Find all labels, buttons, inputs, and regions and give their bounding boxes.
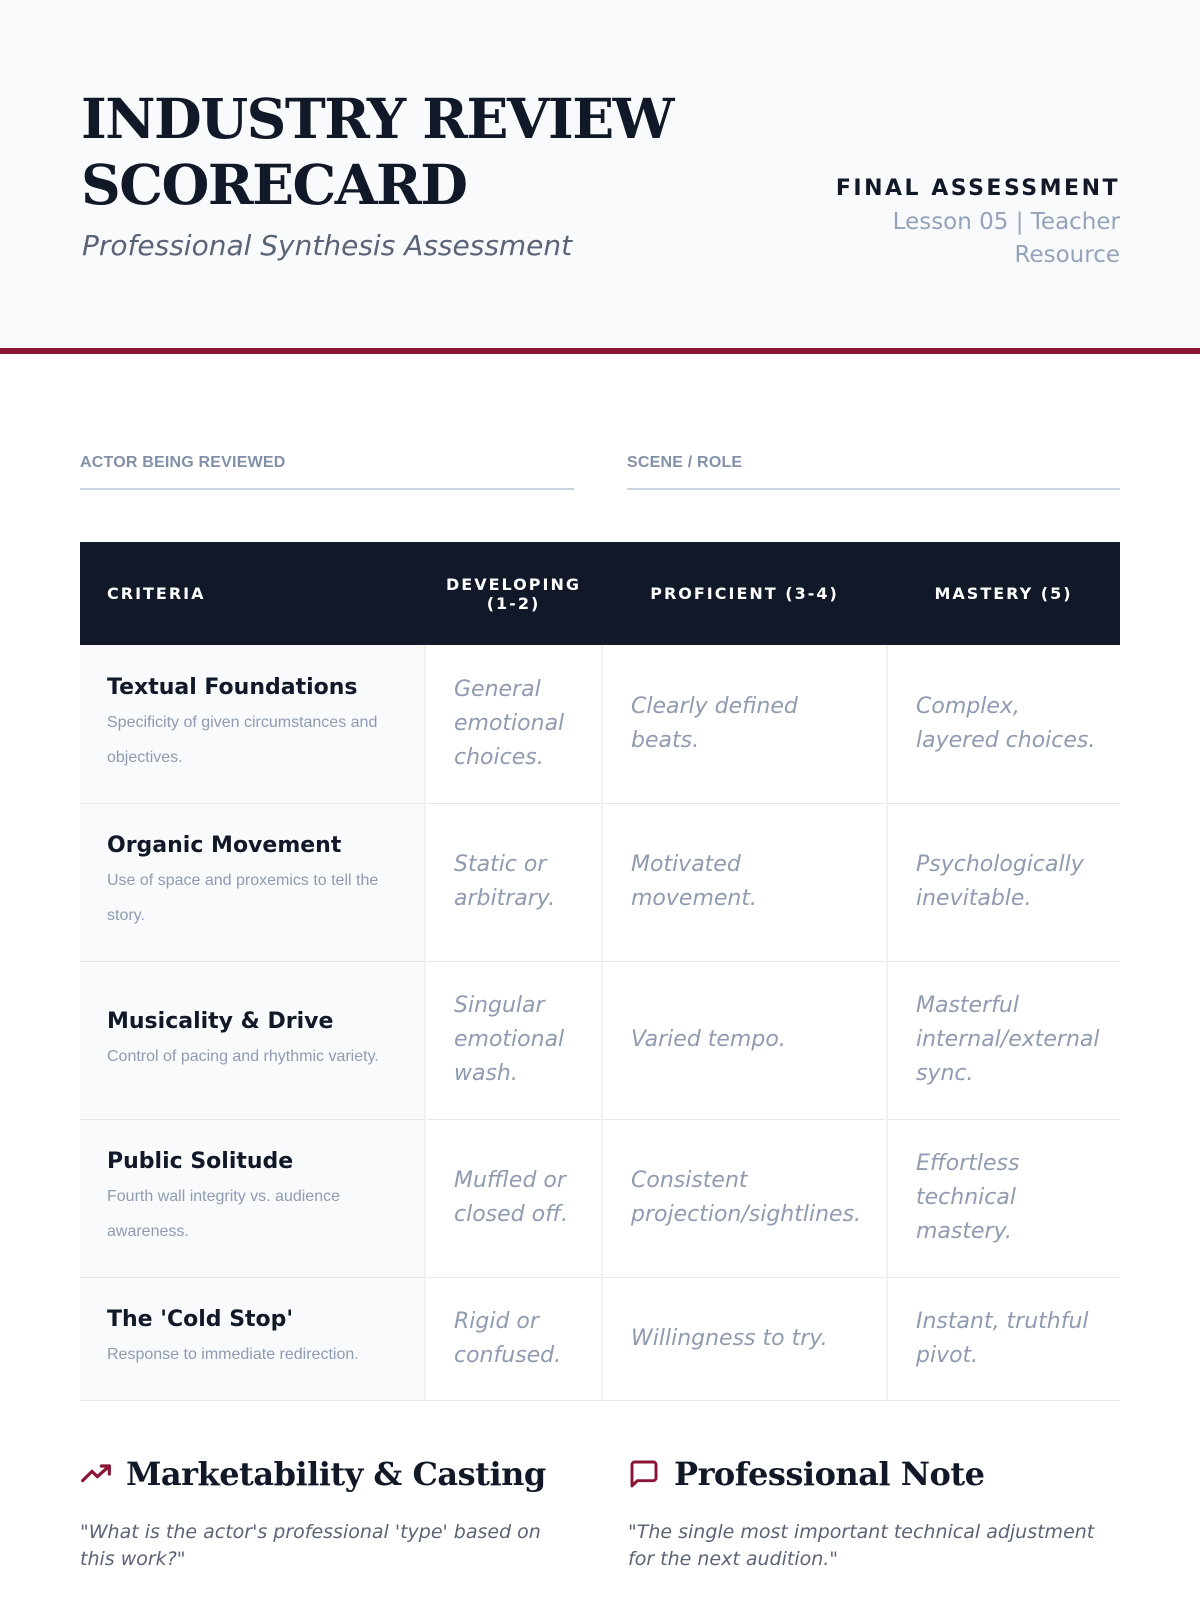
header-mastery: MASTERY (5) xyxy=(887,542,1120,645)
marketability-heading xyxy=(80,1455,560,1493)
note-prompt: "The single most important technical adjustment for the next audition." xyxy=(628,1521,1095,1570)
criteria-name: Public Solitude xyxy=(107,1149,294,1174)
scene-field[interactable] xyxy=(627,452,1120,490)
developing-cell: Muffled or closed off. xyxy=(425,1119,602,1277)
developing-cell: Singular emotional wash. xyxy=(425,961,602,1119)
criteria-name: Textual Foundations xyxy=(107,674,358,700)
message-square-icon xyxy=(628,1458,660,1490)
criteria-name: Musicality & Drive xyxy=(107,1008,334,1034)
mastery-cell: Masterful internal/external sync. xyxy=(887,961,1120,1119)
mastery-cell: Complex, layered choices. xyxy=(887,645,1120,803)
page-header xyxy=(0,0,1200,354)
mastery-cell: Effortless technical mastery. xyxy=(887,1119,1120,1277)
title-line-1: INDUSTRY REVIEW xyxy=(81,86,673,151)
developing-cell: Rigid or confused. xyxy=(425,1277,602,1400)
rubric-header-row xyxy=(80,542,1120,645)
header-proficient: PROFICIENT (3-4) xyxy=(602,542,887,645)
developing-cell: Static or arbitrary. xyxy=(425,803,602,961)
proficient-cell: Willingness to try. xyxy=(602,1277,887,1400)
trending-up-icon xyxy=(80,1458,112,1490)
developing-cell: General emotional choices. xyxy=(425,645,602,803)
criteria-cell xyxy=(80,645,425,803)
table-row xyxy=(80,645,1120,803)
proficient-cell: Motivated movement. xyxy=(602,803,887,961)
rubric-table xyxy=(80,542,1120,1401)
criteria-cell xyxy=(80,1119,425,1277)
page-title xyxy=(81,86,721,218)
criteria-cell xyxy=(80,961,425,1119)
review-fields xyxy=(80,452,1120,492)
note-section xyxy=(628,1455,1108,1573)
proficient-cell: Consistent projection/sightlines. xyxy=(602,1119,887,1277)
mastery-cell: Psychologically inevitable. xyxy=(887,803,1120,961)
scene-field-label: SCENE / ROLE xyxy=(627,454,743,471)
note-heading xyxy=(628,1455,1108,1493)
proficient-cell: Varied tempo. xyxy=(602,961,887,1119)
actor-field-label: ACTOR BEING REVIEWED xyxy=(80,454,286,471)
criteria-desc: Use of space and proxemics to tell the story. xyxy=(107,872,379,924)
criteria-desc: Specificity of given circumstances and objectives. xyxy=(107,713,378,766)
table-row xyxy=(80,803,1120,961)
table-row xyxy=(80,1277,1120,1400)
lesson-info: Lesson 05 | Teacher Resource xyxy=(892,209,1120,268)
criteria-cell xyxy=(80,803,425,961)
criteria-name: Organic Movement xyxy=(107,833,342,858)
criteria-desc: Fourth wall integrity vs. audience awareness. xyxy=(107,1188,340,1240)
criteria-desc: Response to immediate redirection. xyxy=(107,1346,359,1363)
assessment-badge xyxy=(800,172,1120,272)
criteria-cell xyxy=(80,1277,425,1400)
page-subtitle: Professional Synthesis Assessment xyxy=(82,229,573,262)
marketability-section xyxy=(80,1455,560,1573)
marketability-prompt: "What is the actor's professional 'type' based on this work?" xyxy=(80,1521,541,1570)
title-line-2: SCORECARD xyxy=(81,152,467,217)
mastery-cell: Instant, truthful pivot. xyxy=(887,1277,1120,1400)
actor-field[interactable] xyxy=(80,452,574,490)
criteria-name: The 'Cold Stop' xyxy=(107,1307,294,1332)
table-row xyxy=(80,1119,1120,1277)
table-row xyxy=(80,961,1120,1119)
note-title: Professional Note xyxy=(674,1455,985,1493)
header-criteria: CRITERIA xyxy=(80,542,425,645)
marketability-title: Marketability & Casting xyxy=(126,1455,546,1493)
header-developing: DEVELOPING (1-2) xyxy=(425,542,602,645)
assessment-label: FINAL ASSESSMENT xyxy=(835,176,1120,201)
criteria-desc: Control of pacing and rhythmic variety. xyxy=(107,1047,379,1065)
proficient-cell: Clearly defined beats. xyxy=(602,645,887,803)
